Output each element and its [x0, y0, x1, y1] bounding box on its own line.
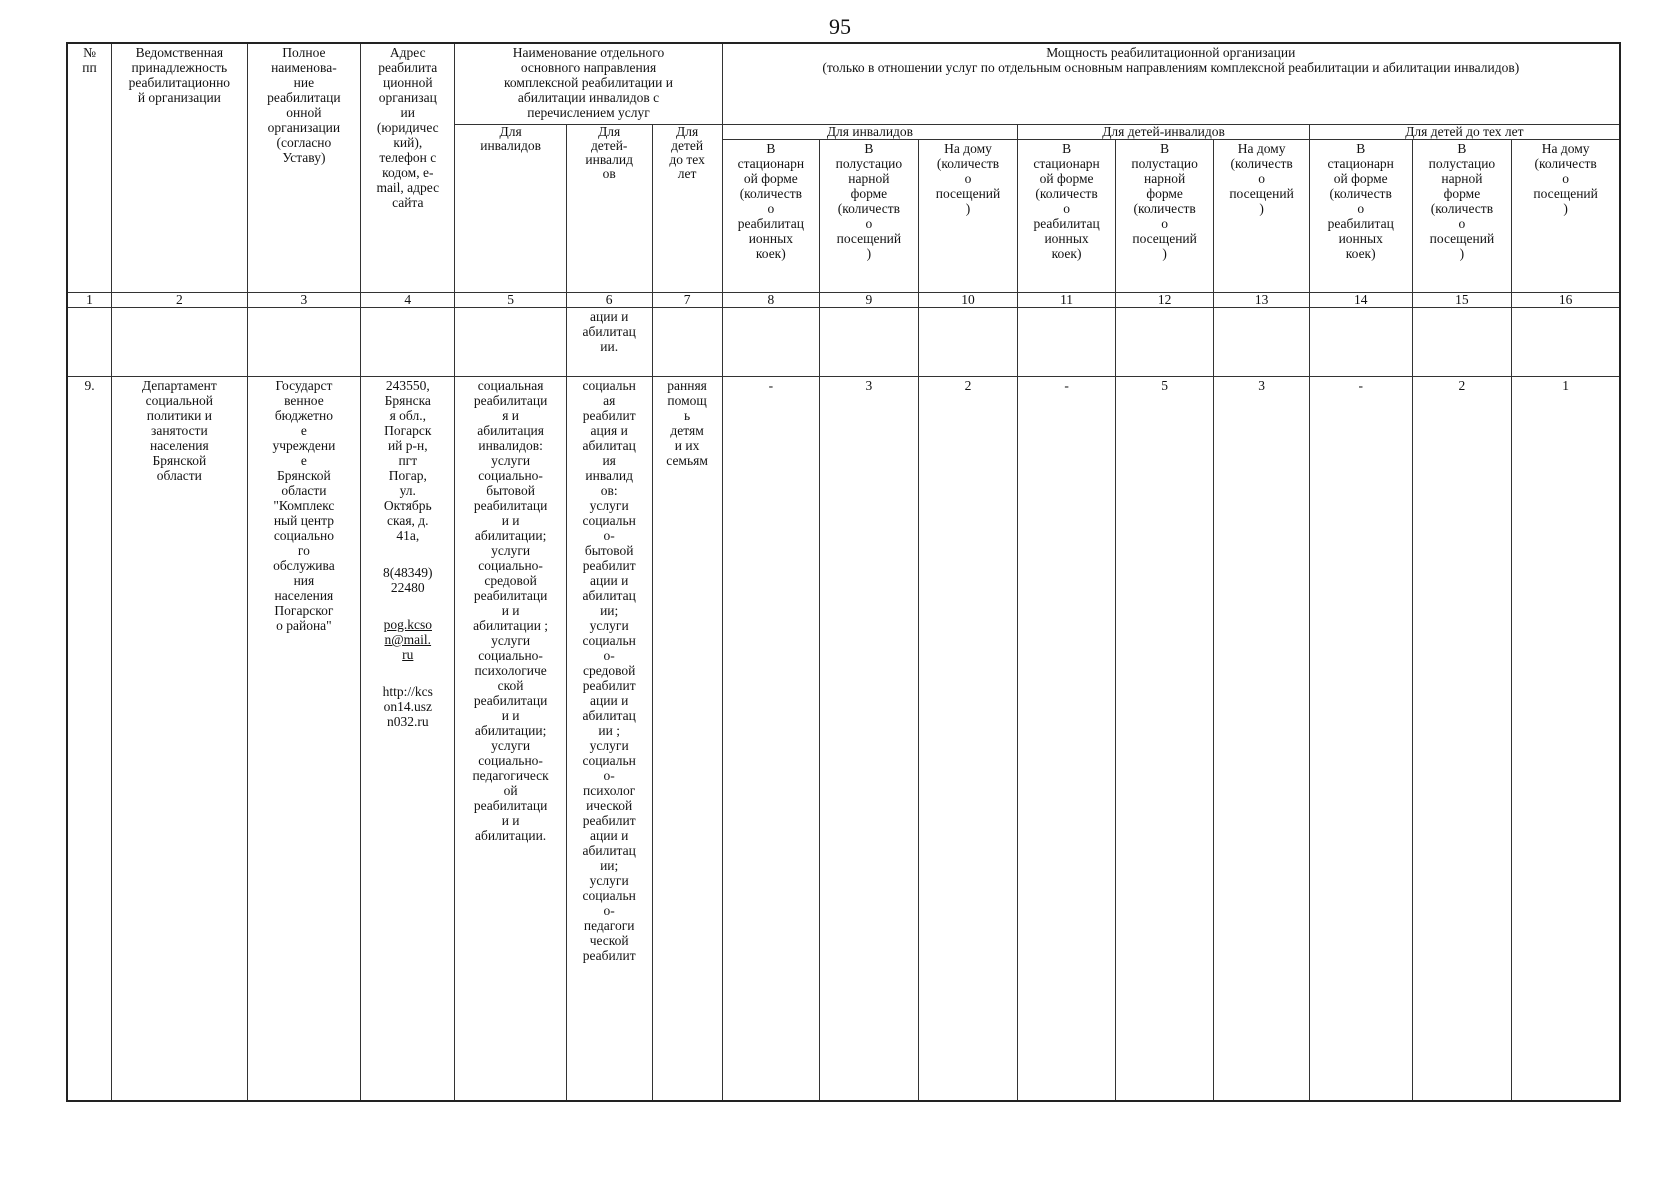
services-children-cell: социальн ая реабилит ация и абилитац ия инвалид ов: услуги социальн о- бытовой реабилит ации и абилитац ии; услуги социальн о- средовой реабилит ации и абилитац ии ; услуги социальн о- психолог ической реабилит ации и абилитац ии; услуги социальн о- педагоги ческой реабилит	[566, 377, 652, 1102]
capacity-value: -	[722, 377, 820, 1102]
header-directions-group: Наименование отдельного основного направления комплексной реабилитации и абилитации инвалидов с перечислением услуг	[455, 43, 722, 125]
header-semistationary: В полустацио нарной форме (количеств о посещений )	[1412, 140, 1512, 293]
column-number: 11	[1018, 293, 1116, 308]
capacity-value: 5	[1115, 377, 1214, 1102]
header-stationary: В стационарн ой форме (количеств о реабилитац ионных коек)	[722, 140, 820, 293]
subheader-disabled: Для инвалидов	[722, 125, 1018, 140]
column-number: 7	[652, 293, 722, 308]
subheader-children-young: Для детей до тех лет	[1309, 125, 1620, 140]
header-stationary: В стационарн ой форме (количеств о реабилитац ионных коек)	[1309, 140, 1412, 293]
column-number: 15	[1412, 293, 1512, 308]
header-stationary: В стационарн ой форме (количеств о реабилитац ионных коек)	[1018, 140, 1116, 293]
address-cell	[361, 377, 455, 1102]
department-cell: Департамент социальной политики и занятости населения Брянской области	[112, 377, 248, 1102]
header-for-disabled: Для инвалидов	[455, 125, 566, 293]
column-number: 14	[1309, 293, 1412, 308]
phone-text: 8(48349) 22480	[383, 565, 433, 595]
continuation-row	[67, 308, 1620, 377]
header-home: На дому (количеств о посещений )	[1214, 140, 1309, 293]
header-semistationary: В полустацио нарной форме (количеств о посещений )	[1115, 140, 1214, 293]
header-capacity-group: Мощность реабилитационной организации (только в отношении услуг по отдельным основным направлениям комплексной реабилитации и абилитации инвалидов)	[722, 43, 1620, 125]
header-semistationary: В полустацио нарной форме (количеств о посещений )	[820, 140, 919, 293]
header-for-disabled-children: Для детей- инвалид ов	[566, 125, 652, 293]
continuation-services-text: ации и абилитац ии.	[566, 308, 652, 377]
column-number: 12	[1115, 293, 1214, 308]
email-link[interactable]: pog.kcso n@mail. ru	[383, 617, 432, 662]
column-number: 2	[112, 293, 248, 308]
header-department: Ведомственная принадлежность реабилитационно й организации	[112, 43, 248, 293]
column-number: 4	[361, 293, 455, 308]
capacity-value: 2	[918, 377, 1018, 1102]
row-number: 9.	[67, 377, 112, 1102]
table-row	[67, 377, 1620, 1102]
capacity-value: -	[1309, 377, 1412, 1102]
page-number: 95	[829, 14, 851, 39]
capacity-value: 3	[1214, 377, 1309, 1102]
header-organization-name: Полное наименова- ние реабилитаци онной организации (согласно Уставу)	[247, 43, 360, 293]
organization-name-cell: Государст венное бюджетно е учреждени е Брянской области "Комплекс ный центр социально го обслужива ния населения Погарског о района"	[247, 377, 360, 1102]
column-number: 5	[455, 293, 566, 308]
column-number: 3	[247, 293, 360, 308]
column-number: 9	[820, 293, 919, 308]
capacity-value: 3	[820, 377, 919, 1102]
header-home: На дому (количеств о посещений )	[918, 140, 1018, 293]
column-number: 13	[1214, 293, 1309, 308]
header-home: На дому (количеств о посещений )	[1512, 140, 1620, 293]
subheader-children-disabled: Для детей-инвалидов	[1018, 125, 1309, 140]
address-text: 243550, Брянска я обл., Погарск ий р-н, пгт Погар, ул. Октябрь ская, д. 41а,	[383, 378, 432, 543]
services-disabled-cell: социальная реабилитаци я и абилитация инвалидов: услуги социально- бытовой реабилитаци и и абилитации; услуги социально- средовой реабилитаци и и абилитации ; услуги социально- психологиче ской реабилитаци и и абилитации; услуги социально- педагогическ ой реабилитаци и и абилитации.	[455, 377, 566, 1102]
column-number: 10	[918, 293, 1018, 308]
header-address: Адрес реабилита ционной организац ии (юридичес кий), телефон с кодом, e- mail, адрес сайта	[361, 43, 455, 293]
capacity-value: -	[1018, 377, 1116, 1102]
services-young-cell: ранняя помощ ь детям и их семьям	[652, 377, 722, 1102]
header-number: № пп	[67, 43, 112, 293]
column-number: 16	[1512, 293, 1620, 308]
column-number: 6	[566, 293, 652, 308]
column-number: 8	[722, 293, 820, 308]
header-for-young-children: Для детей до тех лет	[652, 125, 722, 293]
website-link[interactable]: http://kcs on14.usz n032.ru	[382, 684, 433, 729]
column-numbers-row	[67, 293, 1620, 308]
capacity-value: 1	[1512, 377, 1620, 1102]
rehabilitation-organizations-table	[66, 42, 1621, 1102]
capacity-value: 2	[1412, 377, 1512, 1102]
column-number: 1	[67, 293, 112, 308]
